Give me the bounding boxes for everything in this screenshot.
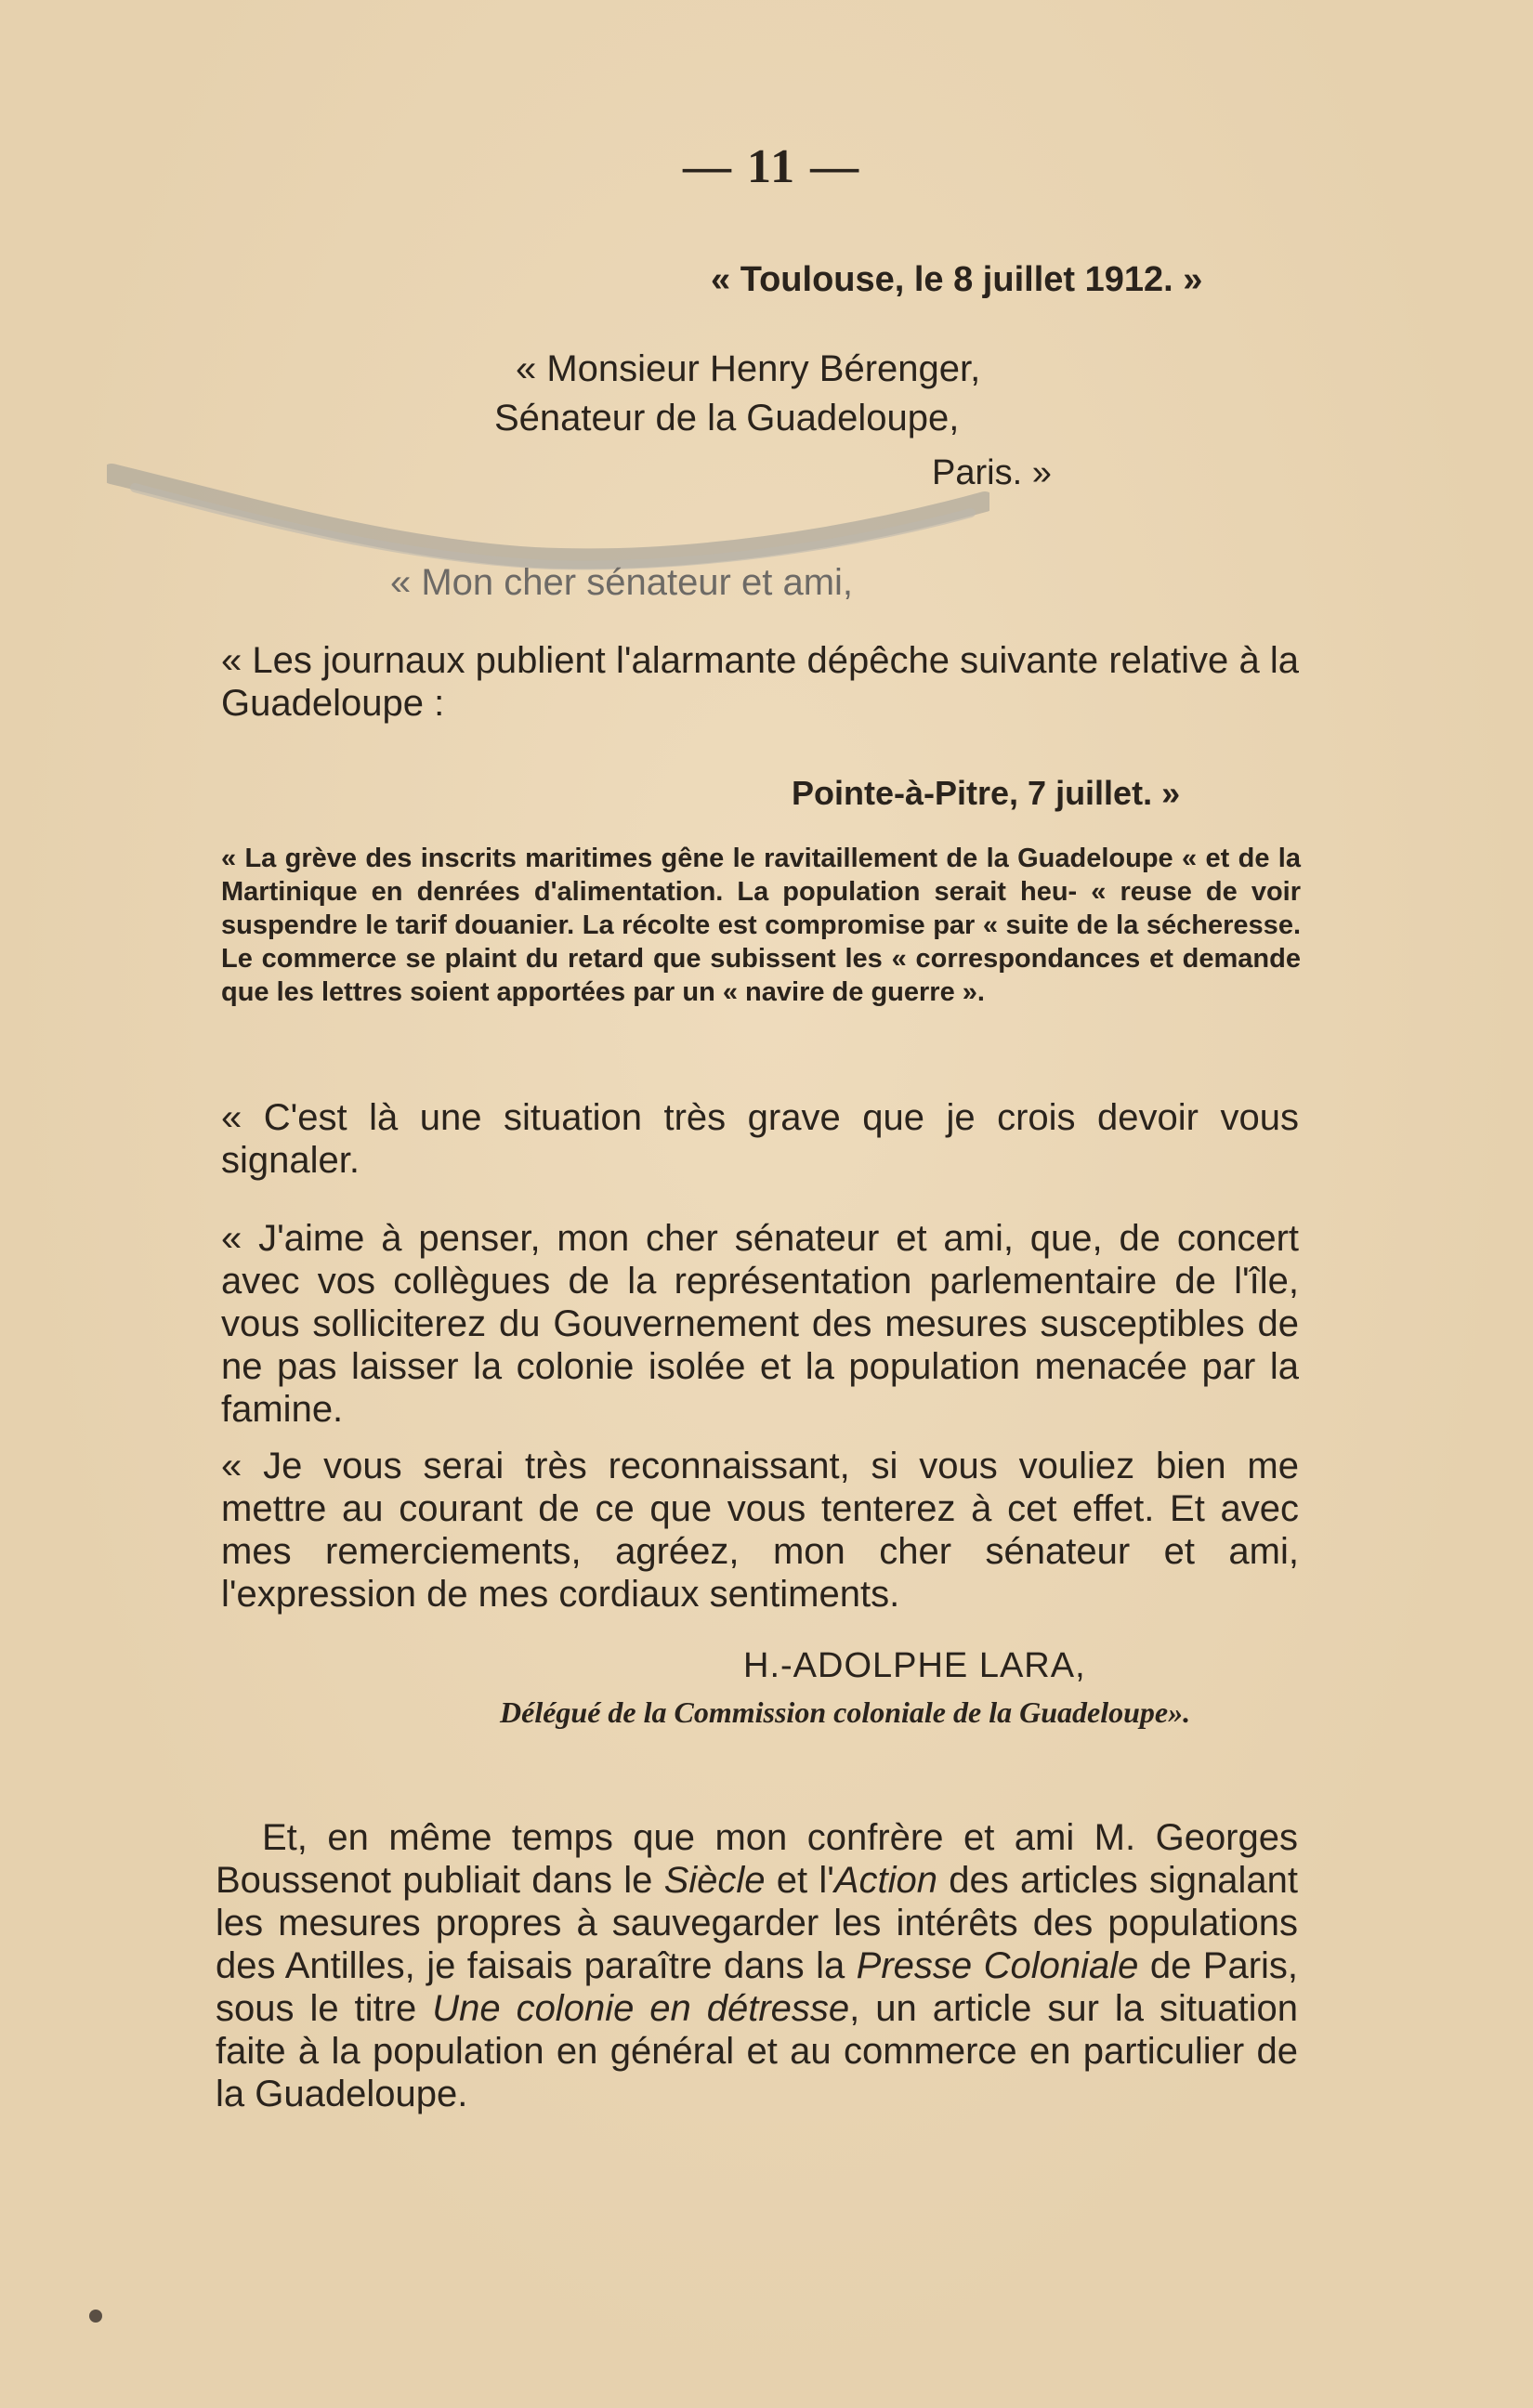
closing-text-5: , un article sur la situation faite à la population en général et au commerce en particulier de la Guadeloupe. bbox=[216, 1988, 1298, 2114]
closing-text-4: de Paris, sous le titre bbox=[216, 1945, 1299, 2029]
letter-greeting: « Mon cher sénateur et ami, bbox=[390, 562, 854, 603]
article-title: Une colonie en détresse bbox=[432, 1988, 850, 2029]
closing-text-1: Et, en même temps que mon confrère et ami M. Georges Boussenot publiait dans le bbox=[216, 1817, 1298, 1901]
letter-paragraph-4: « Je vous serai très reconnaissant, si vous vouliez bien me mettre au courant de ce que vous tenterez à cet effet. Et avec mes remerciements, agréez, mon cher sénateur et ami, l'expression de mes cordiaux sentiments. bbox=[221, 1446, 1299, 1615]
recipient-city: Paris. » bbox=[932, 453, 1052, 492]
closing-text-2: et l' bbox=[765, 1860, 834, 1901]
journal-presse-coloniale: Presse Coloniale bbox=[856, 1945, 1139, 1986]
signature-title: Délégué de la Commission coloniale de la Guadeloupe». bbox=[500, 1695, 1191, 1729]
journal-action: Action bbox=[833, 1860, 938, 1901]
dispatch-header: Pointe-à-Pitre, 7 juillet. » bbox=[792, 774, 1181, 812]
letter-paragraph-1: « Les journaux publient l'alarmante dépêche suivante relative à la Guadeloupe : bbox=[221, 640, 1299, 724]
letter-paragraph-2: « C'est là une situation très grave que je crois devoir vous signaler. bbox=[221, 1097, 1299, 1181]
recipient-title: Sénateur de la Guadeloupe, bbox=[494, 398, 960, 438]
signature-name: H.-ADOLPHE LARA, bbox=[743, 1646, 1086, 1685]
closing-paragraph bbox=[216, 1816, 1298, 2115]
ink-dot bbox=[89, 2310, 102, 2323]
closing-text-3: des articles signalant les mesures propres à sauvegarder les intérêts des populations des Antilles, je faisais paraître dans la bbox=[216, 1860, 1299, 1986]
dispatch-text: « La grève des inscrits maritimes gêne le ravitaillement de la Guadeloupe « et de la Martinique en denrées d'alimentation. La population serait heu- « reuse de voir suspendre le tarif douanier. La récolte est compromise par « suite de la sécheresse. Le commerce se plaint du retard que subissent les « correspondances et demande que les lettres soient apportées par un « navire de guerre ». bbox=[221, 844, 1301, 1007]
recipient-name: « Monsieur Henry Bérenger, bbox=[516, 348, 981, 389]
journal-siecle: Siècle bbox=[663, 1860, 766, 1901]
letter-dateline: « Toulouse, le 8 juillet 1912. » bbox=[711, 260, 1203, 299]
page-number: — 11 — bbox=[683, 140, 861, 193]
letter-paragraph-3: « J'aime à penser, mon cher sénateur et ami, que, de concert avec vos collègues de la représentation parlementaire de l'île, vous solliciterez du Gouvernement des mesures susceptibles de ne pas laisser la colonie isolée et la population menacée par la famine. bbox=[221, 1218, 1299, 1430]
